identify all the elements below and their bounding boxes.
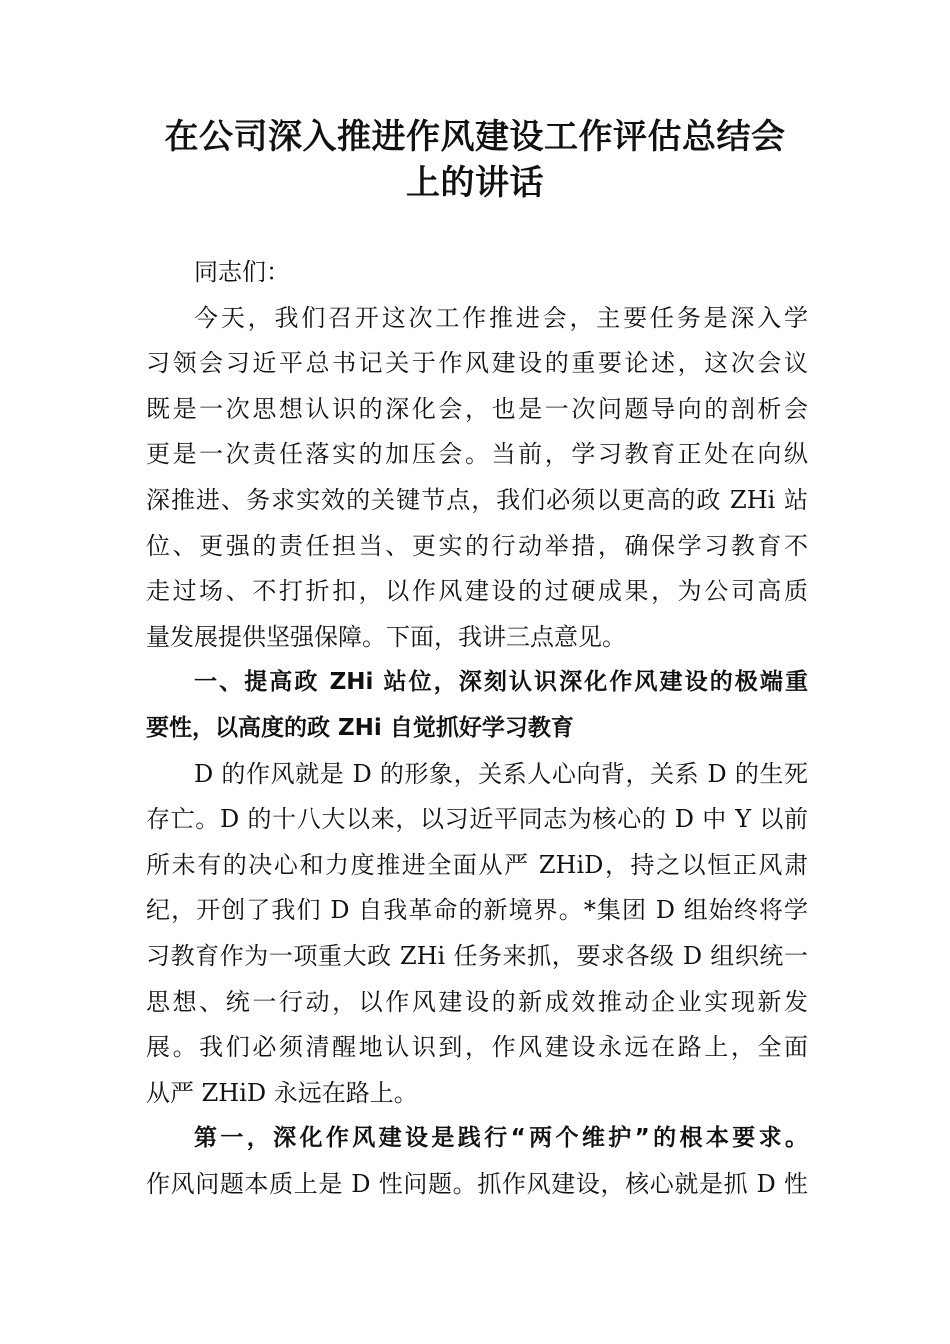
paragraph-line: 深推进、务求实效的关键节点，我们必须以更高的政 ZHi 站 — [146, 485, 808, 514]
section-heading-line: 要性，以高度的政 ZHi 自觉抓好学习教育 — [146, 714, 574, 741]
section-heading-line: 第一，深化作风建设是践行“两个维护”的根本要求。 — [194, 1125, 808, 1152]
document-title-line-1: 在公司深入推进作风建设工作评估总结会 — [164, 117, 786, 157]
paragraph-line: 思想、统一行动，以作风建设的新成效推动企业实现新发 — [146, 987, 808, 1016]
paragraph-line: D 的作风就是 D 的形象，关系人心向背，关系 D 的生死 — [194, 759, 808, 788]
paragraph-line: 展。我们必须清醒地认识到，作风建设永远在路上，全面 — [146, 1033, 808, 1062]
paragraph-line: 同志们： — [194, 258, 290, 286]
paragraph-line: 量发展提供坚强保障。下面，我讲三点意见。 — [146, 622, 626, 651]
paragraph-line: 位、更强的责任担当、更实的行动举措，确保学习教育不 — [146, 531, 808, 560]
paragraph-line: 习领会习近平总书记关于作风建设的重要论述，这次会议 — [146, 349, 808, 378]
document-title-line-2: 上的讲话 — [406, 163, 544, 203]
paragraph-line: 走过场、不打折扣，以作风建设的过硬成果，为公司高质 — [146, 577, 808, 606]
paragraph-line: 作风问题本质上是 D 性问题。抓作风建设，核心就是抓 D 性 — [146, 1169, 808, 1198]
paragraph-line: 习教育作为一项重大政 ZHi 任务来抓，要求各级 D 组织统一 — [146, 941, 808, 970]
paragraph-line: 存亡。D 的十八大以来，以习近平同志为核心的 D 中 Y 以前 — [146, 805, 808, 834]
paragraph-line: 纪，开创了我们 D 自我革命的新境界。*集团 D 组始终将学 — [146, 896, 808, 925]
paragraph-line: 所未有的决心和力度推进全面从严 ZHiD，持之以恒正风肃 — [146, 850, 808, 879]
document-body — [146, 250, 808, 1207]
section-heading-line: 一、提高政 ZHi 站位，深刻认识深化作风建设的极端重 — [194, 669, 808, 696]
paragraph-line: 今天，我们召开这次工作推进会，主要任务是深入学 — [194, 303, 808, 332]
paragraph-line: 更是一次责任落实的加压会。当前，学习教育正处在向纵 — [146, 440, 808, 469]
paragraph-line: 从严 ZHiD 永远在路上。 — [146, 1078, 418, 1107]
paragraph-line: 既是一次思想认识的深化会，也是一次问题导向的剖析会 — [146, 394, 808, 423]
